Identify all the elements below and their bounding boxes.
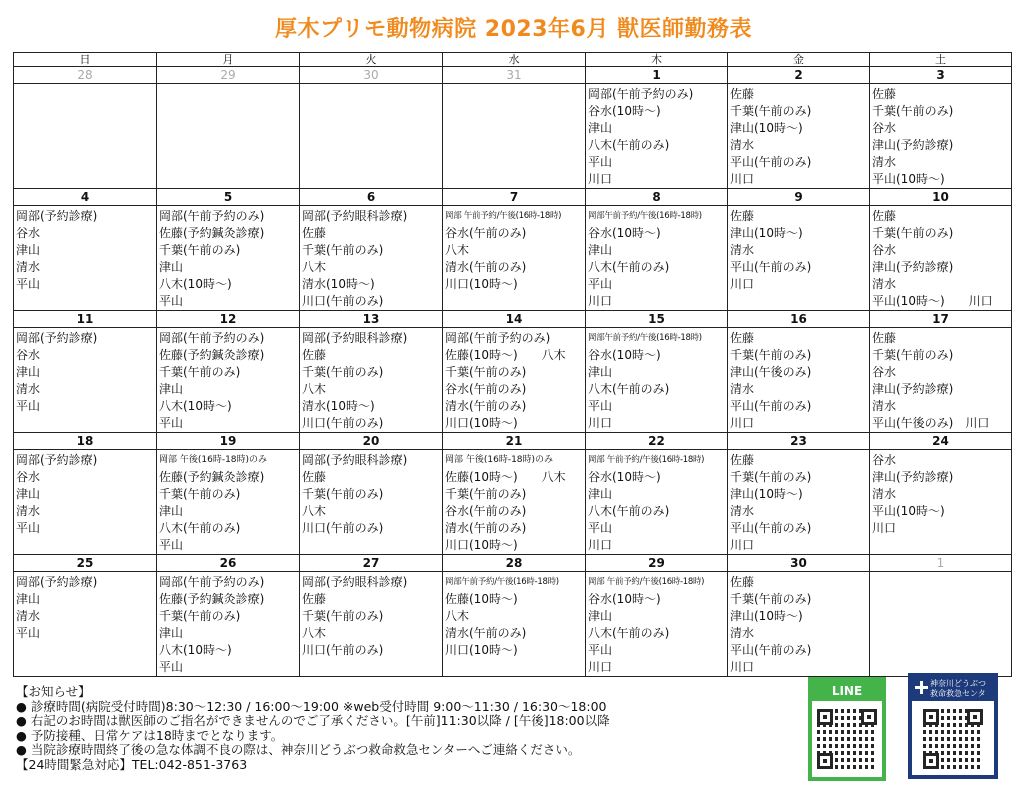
staff-entry: 佐藤 bbox=[872, 209, 897, 223]
staff-entry: 平山(午前のみ) bbox=[730, 399, 812, 413]
staff-entry: 八木(午前のみ) bbox=[588, 382, 670, 396]
day-cell bbox=[14, 450, 157, 555]
staff-entry: 津山 bbox=[588, 609, 613, 623]
staff-entry: 清水 bbox=[730, 138, 755, 152]
staff-entry: 佐藤 bbox=[730, 575, 755, 589]
day-cell bbox=[157, 572, 300, 677]
schedule-row bbox=[14, 328, 1012, 433]
staff-entry: 川口(10時～) bbox=[445, 277, 518, 291]
staff-entry: 平山(午前のみ) bbox=[730, 155, 812, 169]
staff-entry: 岡部(予約眼科診療) bbox=[302, 209, 408, 223]
date-number: 11 bbox=[14, 311, 157, 328]
day-cell bbox=[586, 206, 728, 311]
staff-entry: 八木(午前のみ) bbox=[588, 260, 670, 274]
date-number: 1 bbox=[870, 555, 1012, 572]
staff-entry: 津山(10時～) bbox=[730, 487, 803, 501]
staff-entry: 八木(午前のみ) bbox=[588, 504, 670, 518]
schedule-row bbox=[14, 450, 1012, 555]
day-cell bbox=[443, 328, 586, 433]
staff-entry: 川口 bbox=[588, 660, 613, 674]
staff-entry: 清水 bbox=[730, 382, 755, 396]
day-cell bbox=[870, 206, 1012, 311]
day-cell bbox=[157, 84, 300, 189]
day-cell bbox=[728, 328, 870, 433]
date-number: 26 bbox=[157, 555, 300, 572]
staff-entry: 岡部(午前予約のみ) bbox=[159, 331, 265, 345]
weekday-wed: 水 bbox=[443, 53, 586, 67]
staff-entry: 平山 bbox=[588, 155, 613, 169]
staff-entry: 平山 bbox=[16, 626, 41, 640]
staff-entry: 千葉(午前のみ) bbox=[872, 348, 954, 362]
staff-entry: 谷水 bbox=[872, 365, 897, 379]
staff-entry: 津山 bbox=[16, 592, 41, 606]
staff-entry: 佐藤 bbox=[302, 226, 327, 240]
staff-entry: 津山(10時～) bbox=[730, 121, 803, 135]
day-cell bbox=[443, 450, 586, 555]
staff-entry: 佐藤 bbox=[302, 348, 327, 362]
staff-entry: 清水 bbox=[872, 399, 897, 413]
staff-entry: 清水(午前のみ) bbox=[445, 626, 527, 640]
staff-entry: 川口(10時～) bbox=[445, 416, 518, 430]
day-cell bbox=[14, 206, 157, 311]
staff-entry: 八木(10時～) bbox=[159, 399, 232, 413]
date-number-row bbox=[14, 67, 1012, 84]
staff-entry: 平山(10時～) bbox=[872, 504, 945, 518]
notice-section bbox=[16, 685, 786, 772]
staff-entry: 岡部(予約診療) bbox=[16, 453, 98, 467]
staff-entry: 川口 bbox=[588, 294, 613, 308]
staff-entry: 佐藤(予約鍼灸診療) bbox=[159, 226, 265, 240]
staff-entry: 佐藤 bbox=[872, 87, 897, 101]
day-cell bbox=[728, 450, 870, 555]
staff-entry: 川口 bbox=[872, 521, 897, 535]
date-number: 28 bbox=[14, 67, 157, 84]
staff-entry: 川口 bbox=[730, 172, 755, 186]
staff-entry: 谷水(午前のみ) bbox=[445, 504, 527, 518]
day-cell bbox=[157, 206, 300, 311]
staff-entry: 平山(午後のみ) 川口 bbox=[872, 416, 990, 430]
date-number-row bbox=[14, 433, 1012, 450]
staff-entry: 岡部(午前予約のみ) bbox=[445, 331, 551, 345]
staff-entry: 佐藤 bbox=[730, 87, 755, 101]
date-number: 27 bbox=[300, 555, 443, 572]
staff-entry: 佐藤(10時～) 八木 bbox=[445, 348, 566, 362]
schedule-calendar bbox=[13, 52, 1012, 677]
staff-entry: 川口(午前のみ) bbox=[302, 643, 384, 657]
day-cell bbox=[14, 328, 157, 433]
page-title: 厚木プリモ動物病院 2023年6月 獣医師勤務表 bbox=[275, 17, 752, 42]
staff-entry: 清水(午前のみ) bbox=[445, 399, 527, 413]
staff-entry: 岡部午前予約/午後(16時-18時) bbox=[588, 211, 702, 221]
date-number: 31 bbox=[443, 67, 586, 84]
staff-entry: 津山 bbox=[159, 260, 184, 274]
staff-entry: 清水(午前のみ) bbox=[445, 521, 527, 535]
day-cell bbox=[586, 572, 728, 677]
schedule-row bbox=[14, 206, 1012, 311]
kanagawa-qr-code[interactable] bbox=[923, 709, 983, 769]
staff-entry: 清水 bbox=[16, 382, 41, 396]
day-cell bbox=[586, 450, 728, 555]
staff-entry: 谷水(10時～) bbox=[588, 348, 661, 362]
staff-entry: 平山 bbox=[588, 521, 613, 535]
staff-entry: 八木 bbox=[302, 504, 327, 518]
staff-entry: 千葉(午前のみ) bbox=[445, 487, 527, 501]
day-cell bbox=[586, 84, 728, 189]
staff-entry: 川口 bbox=[588, 538, 613, 552]
staff-entry: 谷水(午前のみ) bbox=[445, 382, 527, 396]
date-number: 22 bbox=[586, 433, 728, 450]
staff-entry: 平山 bbox=[16, 277, 41, 291]
staff-entry: 津山 bbox=[159, 626, 184, 640]
staff-entry: 川口 bbox=[730, 538, 755, 552]
staff-entry: 谷水(10時～) bbox=[588, 470, 661, 484]
staff-entry: 川口(午前のみ) bbox=[302, 294, 384, 308]
staff-entry: 平山(10時～) 川口 bbox=[872, 294, 993, 308]
staff-entry: 千葉(午前のみ) bbox=[872, 104, 954, 118]
staff-entry: 岡部 午後(16時-18時)のみ bbox=[159, 455, 268, 465]
date-number: 13 bbox=[300, 311, 443, 328]
staff-entry: 八木 bbox=[302, 260, 327, 274]
date-number: 16 bbox=[728, 311, 870, 328]
date-number: 5 bbox=[157, 189, 300, 206]
staff-entry: 千葉(午前のみ) bbox=[302, 609, 384, 623]
staff-entry: 岡部(予約眼科診療) bbox=[302, 331, 408, 345]
staff-entry: 清水 bbox=[872, 277, 897, 291]
day-cell bbox=[14, 84, 157, 189]
day-cell bbox=[300, 328, 443, 433]
staff-entry: 平山 bbox=[588, 277, 613, 291]
staff-entry: 岡部(予約眼科診療) bbox=[302, 453, 408, 467]
date-number: 2 bbox=[728, 67, 870, 84]
line-qr-card[interactable] bbox=[808, 677, 886, 781]
staff-entry: 千葉(午前のみ) bbox=[159, 487, 241, 501]
line-qr-code[interactable] bbox=[817, 709, 877, 769]
staff-entry: 谷水 bbox=[872, 453, 897, 467]
staff-entry: 川口 bbox=[588, 416, 613, 430]
day-cell bbox=[870, 328, 1012, 433]
day-cell bbox=[870, 572, 1012, 677]
staff-entry: 川口(10時～) bbox=[445, 643, 518, 657]
staff-entry: 岡部午前予約/午後(16時-18時) bbox=[445, 577, 559, 587]
date-number: 19 bbox=[157, 433, 300, 450]
date-number: 15 bbox=[586, 311, 728, 328]
staff-entry: 平山 bbox=[159, 416, 184, 430]
staff-entry: 平山 bbox=[159, 660, 184, 674]
staff-entry: 川口(10時～) bbox=[445, 538, 518, 552]
staff-entry: 岡部 午後(16時-18時)のみ bbox=[445, 455, 554, 465]
staff-entry: 岡部(予約眼科診療) bbox=[302, 575, 408, 589]
staff-entry: 岡部(午前予約のみ) bbox=[588, 87, 694, 101]
staff-entry: 平山 bbox=[16, 521, 41, 535]
date-number: 21 bbox=[443, 433, 586, 450]
staff-entry: 津山 bbox=[159, 504, 184, 518]
day-cell bbox=[586, 328, 728, 433]
staff-entry: 津山(予約診療) bbox=[872, 260, 954, 274]
staff-entry: 清水(10時～) bbox=[302, 399, 375, 413]
date-number: 9 bbox=[728, 189, 870, 206]
staff-entry: 佐藤 bbox=[730, 453, 755, 467]
staff-entry: 谷水(10時～) bbox=[588, 104, 661, 118]
staff-entry: 岡部 午前予約/午後(16時-18時) bbox=[588, 455, 705, 465]
staff-entry: 谷水 bbox=[16, 226, 41, 240]
staff-entry: 川口 bbox=[730, 660, 755, 674]
weekday-mon: 月 bbox=[157, 53, 300, 67]
staff-entry: 津山 bbox=[16, 365, 41, 379]
staff-entry: 佐藤(10時～) 八木 bbox=[445, 470, 566, 484]
staff-entry: 津山 bbox=[588, 365, 613, 379]
staff-entry: 八木(午前のみ) bbox=[159, 521, 241, 535]
date-number: 1 bbox=[586, 67, 728, 84]
day-cell bbox=[443, 206, 586, 311]
staff-entry: 佐藤(予約鍼灸診療) bbox=[159, 592, 265, 606]
staff-entry: 千葉(午前のみ) bbox=[445, 365, 527, 379]
day-cell bbox=[300, 206, 443, 311]
notice-item: ● 右記のお時間は獣医師のご指名ができませんのでご了承ください。[午前]11:30以降 / [午後]18:00以降 bbox=[16, 713, 610, 728]
staff-entry: 佐藤 bbox=[730, 209, 755, 223]
staff-entry: 清水 bbox=[16, 260, 41, 274]
staff-entry: 八木 bbox=[302, 382, 327, 396]
staff-entry: 津山(予約診療) bbox=[872, 382, 954, 396]
date-number: 28 bbox=[443, 555, 586, 572]
staff-entry: 谷水 bbox=[16, 470, 41, 484]
day-cell bbox=[443, 572, 586, 677]
weekday-header-row bbox=[14, 53, 1012, 67]
day-cell bbox=[300, 450, 443, 555]
staff-entry: 津山 bbox=[16, 243, 41, 257]
staff-entry: 千葉(午前のみ) bbox=[159, 365, 241, 379]
staff-entry: 千葉(午前のみ) bbox=[872, 226, 954, 240]
staff-entry: 清水 bbox=[730, 504, 755, 518]
staff-entry: 谷水(10時～) bbox=[588, 592, 661, 606]
staff-entry: 津山 bbox=[588, 121, 613, 135]
day-cell bbox=[14, 572, 157, 677]
staff-entry: 八木 bbox=[445, 609, 470, 623]
day-cell bbox=[728, 84, 870, 189]
staff-entry: 岡部 午前予約/午後(16時-18時) bbox=[588, 577, 705, 587]
weekday-sun: 日 bbox=[14, 53, 157, 67]
staff-entry: 八木 bbox=[445, 243, 470, 257]
staff-entry: 千葉(午前のみ) bbox=[302, 365, 384, 379]
day-cell bbox=[300, 572, 443, 677]
staff-entry: 岡部(予約診療) bbox=[16, 575, 98, 589]
date-number: 25 bbox=[14, 555, 157, 572]
staff-entry: 清水 bbox=[730, 626, 755, 640]
staff-entry: 八木(10時～) bbox=[159, 643, 232, 657]
staff-entry: 岡部(予約診療) bbox=[16, 209, 98, 223]
staff-entry: 岡部 午前予約/午後(16時-18時) bbox=[445, 211, 562, 221]
staff-entry: 清水 bbox=[872, 487, 897, 501]
date-number: 14 bbox=[443, 311, 586, 328]
day-cell bbox=[728, 206, 870, 311]
schedule-row bbox=[14, 84, 1012, 189]
staff-entry: 津山 bbox=[159, 382, 184, 396]
staff-entry: 佐藤(10時～) bbox=[445, 592, 518, 606]
date-number: 3 bbox=[870, 67, 1012, 84]
weekday-sat: 土 bbox=[870, 53, 1012, 67]
date-number-row bbox=[14, 311, 1012, 328]
date-number-row bbox=[14, 189, 1012, 206]
staff-entry: 千葉(午前のみ) bbox=[302, 487, 384, 501]
notice-heading: 【お知らせ】 bbox=[16, 684, 91, 699]
staff-entry: 八木(午前のみ) bbox=[588, 626, 670, 640]
date-number: 4 bbox=[14, 189, 157, 206]
staff-entry: 千葉(午前のみ) bbox=[302, 243, 384, 257]
staff-entry: 佐藤 bbox=[730, 331, 755, 345]
date-number: 20 bbox=[300, 433, 443, 450]
staff-entry: 川口 bbox=[730, 416, 755, 430]
staff-entry: 平山(午前のみ) bbox=[730, 643, 812, 657]
staff-entry: 岡部(予約診療) bbox=[16, 331, 98, 345]
weekday-thu: 木 bbox=[586, 53, 728, 67]
day-cell bbox=[870, 450, 1012, 555]
staff-entry: 佐藤(予約鍼灸診療) bbox=[159, 348, 265, 362]
staff-entry: 佐藤(予約鍼灸診療) bbox=[159, 470, 265, 484]
schedule-row bbox=[14, 572, 1012, 677]
staff-entry: 平山 bbox=[588, 399, 613, 413]
day-cell bbox=[443, 84, 586, 189]
staff-entry: 津山 bbox=[16, 487, 41, 501]
staff-entry: 津山(10時～) bbox=[730, 609, 803, 623]
staff-entry: 平山(午前のみ) bbox=[730, 260, 812, 274]
date-number: 10 bbox=[870, 189, 1012, 206]
date-number: 24 bbox=[870, 433, 1012, 450]
notice-item: ● 予防接種、日常ケアは18時までとなります。 bbox=[16, 727, 284, 743]
staff-entry: 千葉(午前のみ) bbox=[159, 609, 241, 623]
staff-entry: 千葉(午前のみ) bbox=[159, 243, 241, 257]
staff-entry: 津山(10時～) bbox=[730, 226, 803, 240]
staff-entry: 平山(午前のみ) bbox=[730, 521, 812, 535]
staff-entry: 津山(予約診療) bbox=[872, 138, 954, 152]
staff-entry: 清水 bbox=[730, 243, 755, 257]
date-number: 7 bbox=[443, 189, 586, 206]
staff-entry: 清水 bbox=[872, 155, 897, 169]
kanagawa-qr-card[interactable] bbox=[908, 673, 998, 779]
staff-entry: 津山(予約診療) bbox=[872, 470, 954, 484]
date-number: 8 bbox=[586, 189, 728, 206]
notice-item: ● 診療時間(病院受付時間)8:30～12:30 / 16:00～19:00 ※web受付時間 9:00～11:30 / 16:30～18:00 bbox=[16, 698, 607, 714]
day-cell bbox=[157, 450, 300, 555]
staff-entry: 平山 bbox=[16, 399, 41, 413]
staff-entry: 千葉(午前のみ) bbox=[730, 592, 812, 606]
medical-cross-icon bbox=[915, 681, 928, 694]
date-number-row bbox=[14, 555, 1012, 572]
day-cell bbox=[728, 572, 870, 677]
date-number: 30 bbox=[728, 555, 870, 572]
staff-entry: 岡部(午前予約のみ) bbox=[159, 575, 265, 589]
kanagawa-label: 神奈川どうぶつ救命救急センター bbox=[912, 677, 994, 701]
day-cell bbox=[157, 328, 300, 433]
staff-entry: 千葉(午前のみ) bbox=[730, 470, 812, 484]
staff-entry: 谷水(午前のみ) bbox=[445, 226, 527, 240]
staff-entry: 佐藤 bbox=[872, 331, 897, 345]
staff-entry: 谷水 bbox=[872, 121, 897, 135]
staff-entry: 津山 bbox=[588, 487, 613, 501]
staff-entry: 八木(午前のみ) bbox=[588, 138, 670, 152]
date-number: 29 bbox=[586, 555, 728, 572]
staff-entry: 清水(午前のみ) bbox=[445, 260, 527, 274]
staff-entry: 清水 bbox=[16, 609, 41, 623]
staff-entry: 八木(10時～) bbox=[159, 277, 232, 291]
staff-entry: 平山(10時～) bbox=[872, 172, 945, 186]
staff-entry: 津山 bbox=[588, 243, 613, 257]
line-label: LINE bbox=[812, 681, 882, 701]
date-number: 12 bbox=[157, 311, 300, 328]
staff-entry: 谷水(10時～) bbox=[588, 226, 661, 240]
staff-entry: 清水 bbox=[16, 504, 41, 518]
staff-entry: 川口(午前のみ) bbox=[302, 521, 384, 535]
staff-entry: 川口(午前のみ) bbox=[302, 416, 384, 430]
date-number: 17 bbox=[870, 311, 1012, 328]
staff-entry: 川口 bbox=[730, 277, 755, 291]
staff-entry: 谷水 bbox=[872, 243, 897, 257]
staff-entry: 千葉(午前のみ) bbox=[730, 104, 812, 118]
staff-entry: 佐藤 bbox=[302, 470, 327, 484]
staff-entry: 佐藤 bbox=[302, 592, 327, 606]
date-number: 29 bbox=[157, 67, 300, 84]
staff-entry: 八木 bbox=[302, 626, 327, 640]
staff-entry: 津山(午後のみ) bbox=[730, 365, 812, 379]
day-cell bbox=[870, 84, 1012, 189]
weekday-fri: 金 bbox=[728, 53, 870, 67]
staff-entry: 清水(10時～) bbox=[302, 277, 375, 291]
staff-entry: 岡部午前予約/午後(16時-18時) bbox=[588, 333, 702, 343]
staff-entry: 平山 bbox=[159, 294, 184, 308]
notice-item: ● 当院診療時間終了後の急な体調不良の際は、神奈川どうぶつ救命救急センターへご連絡ください。 bbox=[16, 742, 581, 757]
staff-entry: 川口 bbox=[588, 172, 613, 186]
staff-entry: 平山 bbox=[588, 643, 613, 657]
date-number: 6 bbox=[300, 189, 443, 206]
weekday-tue: 火 bbox=[300, 53, 443, 67]
staff-entry: 岡部(午前予約のみ) bbox=[159, 209, 265, 223]
date-number: 18 bbox=[14, 433, 157, 450]
emergency-phone: 【24時間緊急対応】TEL:042-851-3763 bbox=[16, 756, 248, 772]
staff-entry: 谷水 bbox=[16, 348, 41, 362]
staff-entry: 千葉(午前のみ) bbox=[730, 348, 812, 362]
staff-entry: 平山 bbox=[159, 538, 184, 552]
date-number: 23 bbox=[728, 433, 870, 450]
day-cell bbox=[300, 84, 443, 189]
date-number: 30 bbox=[300, 67, 443, 84]
